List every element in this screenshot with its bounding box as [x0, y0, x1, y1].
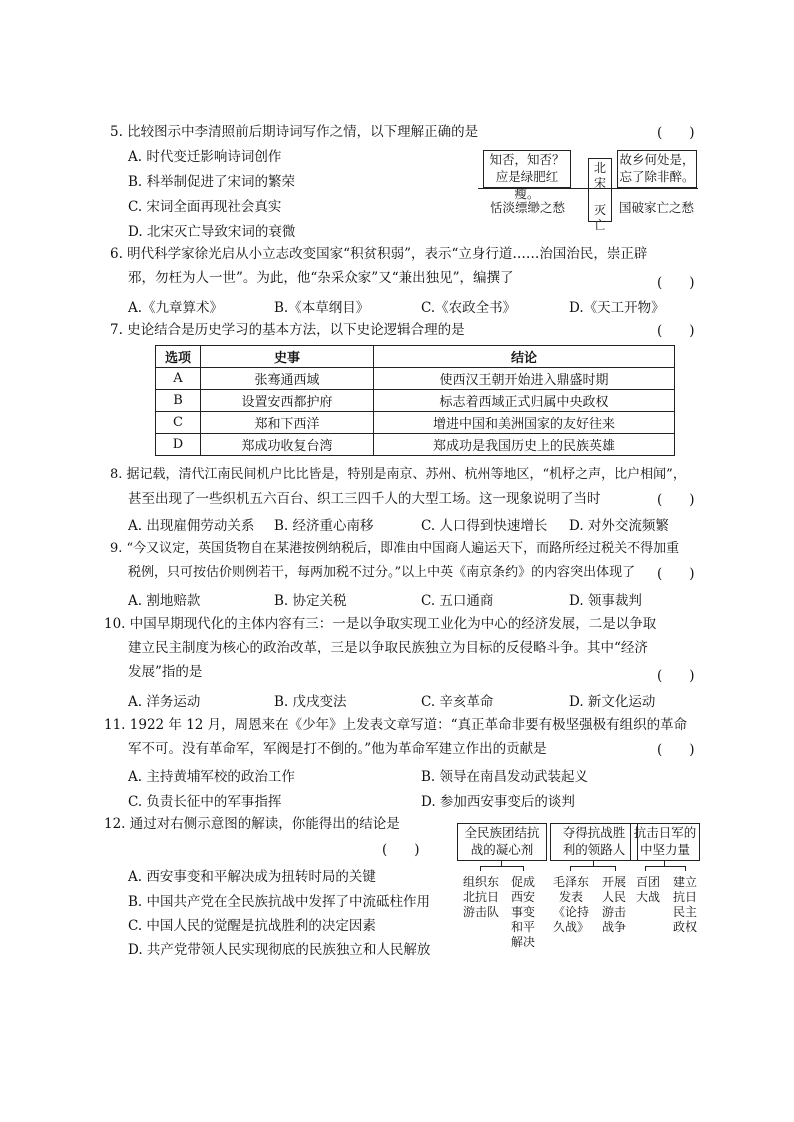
- q11-option-c[interactable]: C. 负责长征中的军事指挥: [128, 794, 282, 810]
- q8-stem-line2: 甚至出现了一些织机五六百台、织工三四千人的大型工场。这一现象说明了当时: [128, 491, 601, 507]
- q12-box-backbone-line2: 中坚力量: [639, 842, 690, 857]
- q9-answer-paren[interactable]: ( ): [657, 566, 695, 582]
- q12-option-d[interactable]: D. 共产党带领人民实现彻底的民族独立和人民解放: [128, 942, 431, 958]
- q9-option-b[interactable]: B. 协定关税: [274, 593, 347, 609]
- q12-connector: [685, 866, 686, 871]
- q12-box-leader-line1: 夺得抗战胜: [562, 825, 626, 840]
- q12-box-backbone: [630, 823, 700, 861]
- q12-option-a[interactable]: A. 西安事变和平解决成为扭转时局的关键: [128, 869, 376, 885]
- q5-answer-paren[interactable]: ( ): [657, 125, 695, 141]
- q12-connector: [615, 866, 616, 871]
- q11-answer-paren[interactable]: ( ): [657, 742, 695, 758]
- q12-connector: [570, 866, 571, 871]
- q12-connector: [523, 866, 524, 871]
- q12-branch-text: 组织东北抗日游击队: [462, 875, 499, 919]
- q12-box-leader-line2: 利的领路人: [562, 842, 626, 857]
- q12-box-backbone-line1: 抗击日军的: [633, 825, 697, 840]
- q7-header-conclusion: 结论: [374, 346, 675, 368]
- q7-row-conclusion: 郑成功是我国历史上的民族英雄: [374, 434, 675, 456]
- q10-option-a[interactable]: A. 洋务运动: [128, 694, 201, 710]
- q7-header-option: 选项: [156, 346, 201, 368]
- q7-answer-paren[interactable]: ( ): [657, 323, 695, 339]
- q10-stem-line2: 建立民主制度为核心的政治改革，三是以争取民族独立为目标的反侵略斗争。其中“经济: [128, 640, 648, 656]
- q7-row-option: C: [156, 412, 201, 434]
- q12-option-b[interactable]: B. 中国共产党在全民族抗战中发挥了中流砥柱作用: [128, 894, 431, 910]
- q10-option-c[interactable]: C. 辛亥革命: [421, 694, 494, 710]
- q10-answer-paren[interactable]: ( ): [657, 668, 695, 684]
- q5-option-c[interactable]: C. 宋词全面再现社会真实: [128, 199, 282, 215]
- q5-center-event-line1: 北宋: [593, 161, 606, 190]
- q7-header-event: 史事: [201, 346, 374, 368]
- q11-option-a[interactable]: A. 主持黄埔军校的政治工作: [128, 769, 295, 785]
- q7-row-option: D: [156, 434, 201, 456]
- q12-connector: [570, 866, 615, 867]
- q5-left-poem-line2: 应是绿肥红瘦。: [495, 169, 559, 201]
- q5-stem: 5. 比较图示中李清照前后期诗词写作之情，以下理解正确的是: [110, 124, 479, 140]
- q12-connector: [480, 866, 481, 871]
- q7-stem: 7. 史论结合是历史学习的基本方法，以下史论逻辑合理的是: [110, 322, 465, 338]
- q12-connector: [480, 866, 523, 867]
- q7-row-event: 张骞通西域: [201, 368, 374, 390]
- q8-option-d[interactable]: D. 对外交流频繁: [569, 518, 669, 534]
- q10-stem-line3: 发展”指的是: [128, 664, 203, 680]
- q12-answer-paren[interactable]: ( ): [382, 842, 420, 858]
- q5-option-a[interactable]: A. 时代变迁影响诗词创作: [128, 149, 282, 165]
- q9-option-d[interactable]: D. 领事裁判: [569, 593, 642, 609]
- q12-connector: [645, 866, 685, 867]
- q5-right-poem-line1: 故乡何处是，: [619, 152, 695, 167]
- q8-option-b[interactable]: B. 经济重心南移: [274, 518, 374, 534]
- q7-row-event: 设置安西都护府: [201, 390, 374, 412]
- q5-left-poem-box: [483, 150, 571, 201]
- q6-option-d[interactable]: D.《天工开物》: [569, 300, 665, 316]
- q12-branch-text: 毛泽东发表《论持久战》: [552, 875, 589, 934]
- q9-stem-line1: 9. “今又议定，英国货物自在某港按例纳税后，即准由中国商人遍运天下，而路所经过税关不得加重: [110, 541, 680, 556]
- q8-option-c[interactable]: C. 人口得到快速增长: [421, 518, 548, 534]
- q5-left-caption: 恬淡缥缈之愁: [490, 200, 566, 215]
- q5-right-caption: 国破家亡之愁: [619, 200, 695, 215]
- q12-option-c[interactable]: C. 中国人民的觉醒是抗战胜利的决定因素: [128, 918, 376, 934]
- q11-stem-line2: 军不可。没有革命军，军阀是打不倒的。”他为革命军建立作出的贡献是: [128, 741, 547, 757]
- q12-branch-text: 百团大战: [635, 875, 660, 904]
- q7-row-conclusion: 增进中国和美洲国家的友好往来: [374, 412, 675, 434]
- q5-center-event-line2: 灭亡: [593, 203, 606, 232]
- q12-branch-text: 建立抗日民主政权: [672, 875, 697, 934]
- q5-right-poem-line2: 忘了除非醉。: [619, 169, 695, 184]
- q11-option-b[interactable]: B. 领导在南昌发动武装起义: [421, 769, 589, 785]
- q10-option-b[interactable]: B. 戊戌变法: [274, 694, 347, 710]
- q6-stem-line2: 邪，勿枉为人一世”。为此，他“杂采众家”又“兼出独见”，编撰了: [128, 270, 514, 286]
- q6-option-b[interactable]: B.《本草纲目》: [274, 300, 370, 316]
- q6-stem-line1: 6. 明代科学家徐光启从小立志改变国家“积贫积弱”，表示“立身行道……治国治民，崇正辟: [110, 246, 648, 262]
- q6-option-a[interactable]: A.《九章算术》: [128, 300, 224, 316]
- q7-row-conclusion: 标志着西域正式归属中央政权: [374, 390, 675, 412]
- q7-table-row[interactable]: [156, 412, 675, 434]
- q10-option-d[interactable]: D. 新文化运动: [569, 694, 656, 710]
- q7-row-option: B: [156, 390, 201, 412]
- q12-box-leader: [550, 823, 638, 861]
- q7-row-event: 郑成功收复台湾: [201, 434, 374, 456]
- q5-left-poem-line1: 知否，知否？: [489, 152, 565, 167]
- q5-option-d[interactable]: D. 北宋灭亡导致宋词的衰微: [128, 224, 296, 240]
- q7-table: [155, 345, 675, 456]
- q5-right-poem-box: [617, 150, 697, 188]
- q12-box-cohesion: [457, 823, 547, 861]
- q9-stem-line2: 税例，只可按估价则例若干，每两加税不过分。”以上中英《南京条约》的内容突出体现了: [128, 565, 636, 580]
- q12-connector: [645, 866, 646, 871]
- q12-stem: 12. 通过对右侧示意图的解读，你能得出的结论是: [104, 816, 400, 832]
- q7-table-row[interactable]: [156, 434, 675, 456]
- q9-option-a[interactable]: A. 割地赔款: [128, 593, 201, 609]
- q12-box-cohesion-line1: 全民族团结抗: [464, 825, 540, 840]
- q11-option-d[interactable]: D. 参加西安事变后的谈判: [421, 794, 575, 810]
- q12-box-cohesion-line2: 战的凝心剂: [470, 842, 534, 857]
- q9-option-c[interactable]: C. 五口通商: [421, 593, 494, 609]
- q7-row-option: A: [156, 368, 201, 390]
- q12-branch-text: 开展人民游击战争: [601, 875, 626, 934]
- q6-answer-paren[interactable]: ( ): [657, 275, 695, 291]
- q8-stem-line1: 8. 据记载，清代江南民间机户比比皆是，特别是南京、苏州、杭州等地区，“机杼之声，比户相闻”，: [110, 467, 686, 482]
- q8-option-a[interactable]: A. 出现雇佣劳动关系: [128, 518, 255, 534]
- q5-center-event-box: [588, 158, 612, 232]
- q7-row-event: 郑和下西洋: [201, 412, 374, 434]
- q6-option-c[interactable]: C.《农政全书》: [421, 300, 517, 316]
- q7-table-header: [156, 346, 675, 368]
- q7-row-conclusion: 使西汉王朝开始进入鼎盛时期: [374, 368, 675, 390]
- q8-answer-paren[interactable]: ( ): [657, 492, 695, 508]
- q5-option-b[interactable]: B. 科举制促进了宋词的繁荣: [128, 174, 296, 190]
- q10-stem-line1: 10. 中国早期现代化的主体内容有三：一是以争取实现工业化为中心的经济发展，二是以争取: [104, 616, 657, 632]
- q11-stem-line1: 11. 1922 年 12 月，周恩来在《少年》上发表文章写道：“真正革命非要有极坚强极有组织的革命: [104, 717, 688, 733]
- q7-table-row[interactable]: [156, 390, 675, 412]
- q12-branch-text: 促成西安事变和平解决: [510, 875, 535, 949]
- q7-table-row[interactable]: [156, 368, 675, 390]
